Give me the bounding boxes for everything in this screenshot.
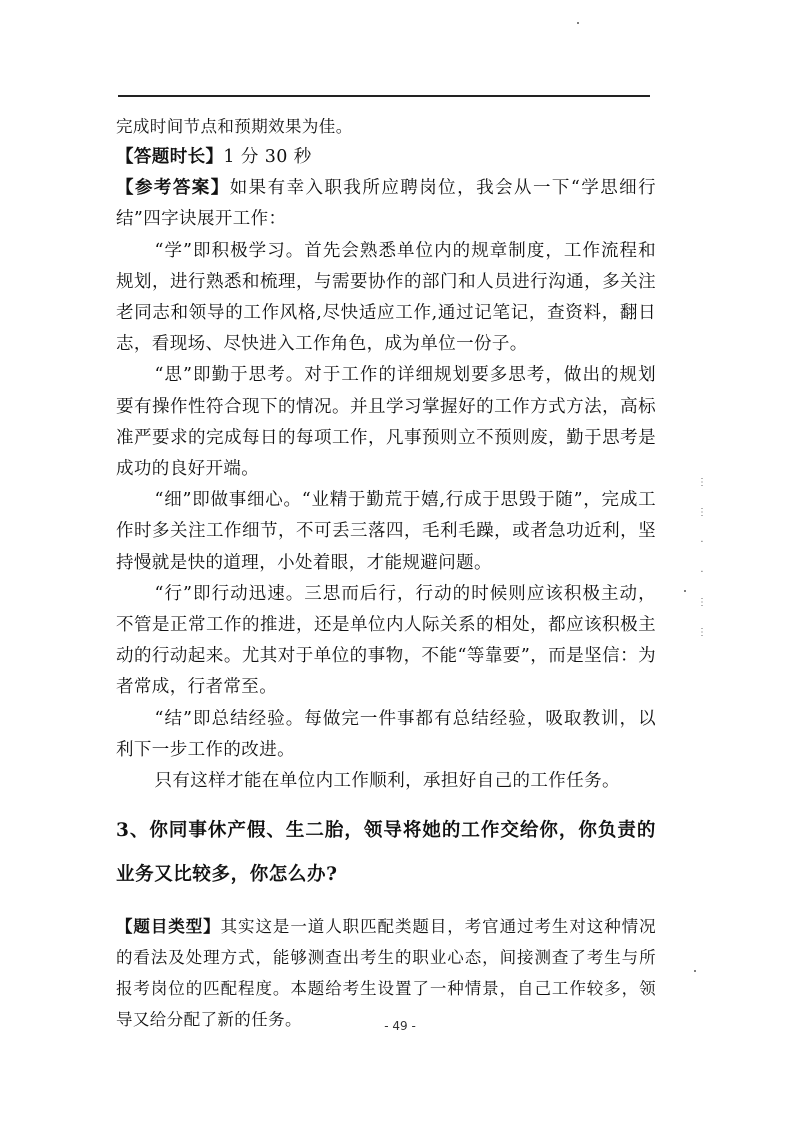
header-rule: [118, 95, 650, 97]
answer-point-jie: “结”即总结经验。每做完一件事都有总结经验，吸取教训，以利下一步工作的改进。: [116, 708, 656, 760]
page-number: - 49 -: [384, 1019, 416, 1033]
scan-speck: [694, 970, 696, 972]
question-type-block: [116, 911, 656, 1035]
scan-mark: ·: [700, 567, 704, 578]
answer-conclusion: 只有这样才能在单位内工作顺利，承担好自己的工作任务。: [154, 771, 620, 792]
question-type: [116, 911, 656, 1035]
question-type-label: 【题目类型】: [116, 917, 221, 937]
scan-mark: ⋮: [697, 507, 707, 518]
question-heading: 3、你同事休产假、生二胎，领导将她的工作交给你，你负责的业务又比较多，你怎么办?: [116, 820, 656, 886]
reference-answer-intro-text: 如果有幸入职我所应聘岗位，我会从一下“学思细行结”四字诀展开工作：: [116, 178, 656, 230]
page-content: [116, 112, 656, 1035]
scan-mark: ·: [700, 537, 704, 548]
scan-speck: [577, 22, 579, 24]
answer-point-xi: “细”即做事细心。“业精于勤荒于嬉,行成于思毁于随”，完成工作时多关注工作细节，不可丢三落四，毛利毛躁，或者急功近利，坚持慢就是快的道理，小处着眼，才能规避问题。: [116, 490, 656, 573]
answer-time: [116, 142, 656, 173]
reference-answer-label: 【参考答案】: [116, 178, 230, 199]
margin-scan-marks: [692, 478, 712, 658]
answer-point-xing: “行”即行动迅速。三思而后行，行动的时候则应该积极主动，不管是正常工作的推进，还是单位内人际关系的相处，都应该积极主动的行动起来。尤其对于单位的事物，不能“等靠要”，而是坚信：为者常成，行者常至。: [116, 583, 656, 698]
scan-mark: ⋮: [697, 477, 707, 488]
scan-speck: [684, 590, 686, 592]
scan-mark: ⋮: [697, 597, 707, 608]
answer-time-value: 1 分 30 秒: [223, 147, 312, 167]
question-type-text: 其实这是一道人职匹配类题目，考官通过考生对这种情况的看法及处理方式，能够测查出考生的职业心态，间接测查了考生与所报考岗位的匹配程度。本题给考生设置了一种情景，自己工作较多，领导又给分配了新的任务。: [116, 917, 656, 1030]
intro-line: 完成时间节点和预期效果为佳。: [116, 117, 353, 136]
scan-mark: ⋮: [697, 627, 707, 638]
answer-point-xue: “学”即积极学习。首先会熟悉单位内的规章制度，工作流程和规划，进行熟悉和梳理，与需要协作的部门和人员进行沟通，多关注老同志和领导的工作风格,尽快适应工作,通过记笔记，查资料，翻日志，看现场、尽快进入工作角色，成为单位一份子。: [116, 240, 656, 355]
reference-answer-intro: [116, 173, 656, 235]
answer-time-label: 【答题时长】: [116, 147, 224, 167]
answer-point-si: “思”即勤于思考。对于工作的详细规划要多思考，做出的规划要有操作性符合现下的情况。并且学习掌握好的工作方式方法，高标准严要求的完成每日的每项工作，凡事预则立不预则废，勤于思考是成功的良好开端。: [116, 365, 656, 480]
